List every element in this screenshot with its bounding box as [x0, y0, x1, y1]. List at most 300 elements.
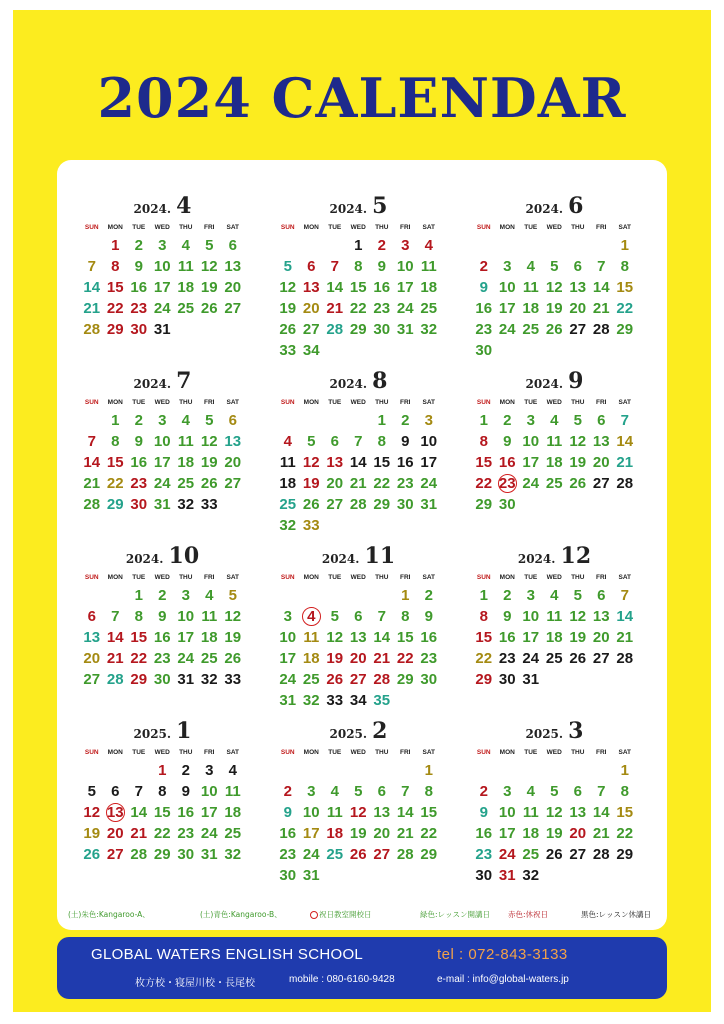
day-cell: 19	[83, 825, 101, 842]
empty-cell	[276, 235, 300, 256]
day-cell: 10	[279, 629, 297, 646]
day-cell: 32	[522, 867, 540, 884]
weekday-label: WED	[154, 224, 170, 231]
weekday-label: TUE	[132, 399, 146, 406]
month-title	[80, 193, 245, 221]
day-cell: 17	[498, 825, 516, 842]
day-cell: 13	[373, 804, 391, 821]
day-cell: 32	[302, 692, 320, 709]
weekday-label: TUE	[524, 749, 538, 756]
day-cell: 11	[546, 608, 563, 625]
day-cell: 12	[569, 608, 587, 625]
day-cell: 6	[87, 608, 96, 625]
day-grid	[80, 585, 245, 690]
weekday-header	[80, 224, 245, 231]
weekday-label: THU	[571, 224, 585, 231]
day-cell: 20	[302, 300, 320, 317]
day-cell: 23	[498, 650, 516, 667]
day-cell: 6	[111, 783, 120, 800]
day-cell: 17	[279, 650, 297, 667]
weekday-label: SAT	[422, 224, 436, 231]
empty-cell	[496, 235, 520, 256]
weekday-label: WED	[350, 749, 366, 756]
day-cell: 25	[326, 846, 344, 863]
day-cell: 21	[349, 475, 367, 492]
empty-cell	[323, 410, 347, 431]
day-cell: 15	[396, 629, 414, 646]
day-cell: 28	[106, 671, 124, 688]
day-cell: 16	[498, 629, 516, 646]
day-cell: 29	[349, 321, 367, 338]
day-cell: 7	[111, 608, 120, 625]
day-cell: 26	[83, 846, 101, 863]
day-cell: 1	[479, 587, 488, 604]
day-cell: 15	[153, 804, 171, 821]
weekday-label: MON	[303, 224, 319, 231]
legend-item-kangaroo-b: (土)青色:Kangaroo-B、	[200, 910, 282, 919]
day-cell: 30	[475, 342, 493, 359]
day-cell: 24	[522, 475, 540, 492]
day-cell: 12	[326, 629, 344, 646]
weekday-label: FRI	[204, 224, 215, 231]
empty-cell	[347, 410, 371, 431]
day-cell: 4	[526, 783, 535, 800]
month-year: 2025.	[525, 727, 564, 741]
weekday-label: SAT	[422, 749, 436, 756]
empty-cell	[300, 410, 324, 431]
day-cell: 14	[106, 629, 124, 646]
day-cell: 21	[396, 825, 414, 842]
weekday-header	[276, 224, 441, 231]
day-grid	[276, 410, 441, 536]
day-cell: 7	[401, 783, 410, 800]
day-cell: 2	[377, 237, 386, 254]
day-cell: 11	[177, 433, 194, 450]
day-cell: 13	[569, 804, 587, 821]
month-year: 2024.	[133, 202, 172, 216]
day-cell: 28	[373, 671, 391, 688]
day-cell: 11	[303, 629, 320, 646]
weekday-label: FRI	[596, 749, 607, 756]
day-cell: 12	[200, 433, 218, 450]
day-cell: 11	[201, 608, 218, 625]
weekday-label: MON	[499, 399, 515, 406]
day-cell: 22	[106, 300, 124, 317]
day-cell: 1	[479, 412, 488, 429]
weekday-label: SUN	[84, 224, 99, 231]
day-cell: 30	[498, 671, 516, 688]
day-cell: 4	[300, 606, 324, 627]
day-cell: 27	[592, 475, 610, 492]
day-cell: 8	[158, 783, 167, 800]
month-year: 2024.	[525, 377, 564, 391]
day-cell: 35	[373, 692, 391, 709]
empty-cell	[472, 235, 496, 256]
day-cell: 5	[205, 237, 214, 254]
weekday-label: WED	[546, 574, 562, 581]
weekday-label: SAT	[226, 749, 240, 756]
day-cell: 30	[153, 671, 171, 688]
day-cell: 20	[592, 629, 610, 646]
day-cell: 31	[420, 496, 438, 513]
day-cell: 11	[177, 258, 194, 275]
day-cell: 2	[158, 587, 167, 604]
day-cell: 21	[326, 300, 344, 317]
day-cell: 2	[401, 412, 410, 429]
day-cell: 30	[420, 671, 438, 688]
day-cell: 29	[420, 846, 438, 863]
day-cell: 10	[396, 258, 414, 275]
day-cell: 3	[307, 783, 316, 800]
day-cell: 19	[569, 454, 587, 471]
day-cell: 9	[134, 258, 143, 275]
weekday-header	[276, 574, 441, 581]
weekday-label: MON	[499, 574, 515, 581]
month-title	[80, 543, 245, 571]
weekday-label: WED	[350, 574, 366, 581]
day-cell: 11	[546, 433, 563, 450]
day-cell: 25	[545, 650, 563, 667]
weekday-label: MON	[107, 749, 123, 756]
month-title	[472, 368, 637, 396]
weekday-label: SUN	[476, 574, 491, 581]
day-grid	[472, 760, 637, 886]
day-cell: 6	[597, 412, 606, 429]
day-cell: 29	[396, 671, 414, 688]
weekday-label: MON	[303, 574, 319, 581]
day-cell: 29	[616, 321, 634, 338]
day-cell: 29	[373, 496, 391, 513]
day-cell: 20	[83, 650, 101, 667]
empty-cell	[543, 760, 567, 781]
weekday-label: TUE	[328, 399, 342, 406]
day-cell: 7	[87, 258, 96, 275]
weekday-label: THU	[375, 224, 389, 231]
weekday-label: WED	[154, 574, 170, 581]
weekday-header	[472, 574, 637, 581]
day-cell: 26	[545, 321, 563, 338]
day-cell: 28	[592, 846, 610, 863]
day-cell: 17	[522, 454, 540, 471]
day-cell: 8	[377, 433, 386, 450]
month-10	[80, 718, 245, 878]
day-cell: 31	[279, 692, 297, 709]
empty-cell	[566, 235, 590, 256]
month-6	[472, 368, 637, 528]
day-cell: 6	[597, 587, 606, 604]
legend-item-holiday: 赤色:休祝日	[508, 910, 549, 919]
day-cell: 27	[569, 321, 587, 338]
day-cell: 18	[200, 629, 218, 646]
day-cell: 29	[616, 846, 634, 863]
day-cell: 27	[83, 671, 101, 688]
day-cell: 22	[130, 650, 148, 667]
weekday-label: SUN	[280, 399, 295, 406]
empty-cell	[347, 585, 371, 606]
day-cell: 22	[616, 300, 634, 317]
mobile-number: mobile : 080-6160-9428	[289, 974, 395, 985]
weekday-label: WED	[546, 399, 562, 406]
day-cell: 14	[326, 279, 344, 296]
day-cell: 16	[130, 454, 148, 471]
day-cell: 2	[424, 587, 433, 604]
day-cell: 18	[522, 825, 540, 842]
weekday-label: TUE	[132, 224, 146, 231]
month-12	[472, 718, 637, 884]
month-title	[276, 543, 441, 571]
day-cell: 7	[87, 433, 96, 450]
day-cell: 19	[545, 825, 563, 842]
day-cell: 25	[522, 321, 540, 338]
empty-cell	[127, 760, 151, 781]
weekday-label: SUN	[280, 574, 295, 581]
day-grid	[80, 760, 245, 865]
weekday-label: SUN	[280, 224, 295, 231]
weekday-label: FRI	[204, 574, 215, 581]
day-grid	[276, 760, 441, 886]
empty-cell	[80, 235, 104, 256]
weekday-label: THU	[375, 749, 389, 756]
day-cell: 14	[83, 454, 101, 471]
day-cell: 12	[302, 454, 320, 471]
weekday-label: THU	[375, 399, 389, 406]
day-cell: 33	[326, 692, 344, 709]
day-cell: 30	[373, 321, 391, 338]
day-cell: 29	[475, 496, 493, 513]
month-year: 2024.	[525, 202, 564, 216]
weekday-label: SAT	[422, 399, 436, 406]
empty-cell	[519, 235, 543, 256]
school-footer	[57, 937, 667, 999]
day-cell: 8	[620, 783, 629, 800]
day-cell: 10	[302, 804, 320, 821]
day-cell: 18	[420, 279, 438, 296]
day-cell: 19	[545, 300, 563, 317]
weekday-label: TUE	[328, 574, 342, 581]
day-cell: 26	[349, 846, 367, 863]
day-cell: 1	[424, 762, 433, 779]
day-cell: 30	[130, 496, 148, 513]
day-cell: 25	[177, 300, 195, 317]
day-cell: 2	[479, 258, 488, 275]
weekday-label: TUE	[132, 574, 146, 581]
day-cell: 21	[106, 650, 124, 667]
weekday-label: FRI	[204, 399, 215, 406]
weekday-label: THU	[571, 749, 585, 756]
day-cell: 20	[106, 825, 124, 842]
weekday-label: THU	[179, 749, 193, 756]
day-cell: 11	[522, 279, 539, 296]
weekday-header	[472, 224, 637, 231]
day-cell: 19	[349, 825, 367, 842]
month-11	[276, 718, 441, 884]
month-title	[276, 193, 441, 221]
day-cell: 12	[224, 608, 242, 625]
day-cell: 6	[573, 783, 582, 800]
day-cell: 24	[498, 846, 516, 863]
day-cell: 12	[83, 804, 101, 821]
day-cell: 17	[522, 629, 540, 646]
day-cell: 16	[420, 629, 438, 646]
day-cell: 12	[545, 804, 563, 821]
day-cell: 22	[475, 650, 493, 667]
day-cell: 10	[177, 608, 195, 625]
day-cell: 27	[569, 846, 587, 863]
day-cell: 8	[134, 608, 143, 625]
day-cell: 28	[349, 496, 367, 513]
weekday-label: SUN	[476, 224, 491, 231]
weekday-label: SAT	[226, 399, 240, 406]
day-cell: 30	[396, 496, 414, 513]
day-cell: 20	[349, 650, 367, 667]
day-cell: 5	[283, 258, 292, 275]
weekday-label: MON	[107, 224, 123, 231]
day-cell: 9	[479, 804, 488, 821]
weekday-label: SUN	[84, 749, 99, 756]
day-cell: 25	[545, 475, 563, 492]
day-cell: 16	[396, 454, 414, 471]
weekday-label: WED	[546, 224, 562, 231]
day-cell: 10	[522, 608, 540, 625]
month-7	[80, 543, 245, 703]
day-cell: 10	[522, 433, 540, 450]
month-4	[80, 368, 245, 528]
day-cell: 28	[616, 650, 634, 667]
day-cell: 6	[377, 783, 386, 800]
day-cell: 18	[522, 300, 540, 317]
day-cell: 12	[349, 804, 367, 821]
day-cell: 17	[498, 300, 516, 317]
day-cell: 1	[111, 237, 120, 254]
day-cell: 22	[349, 300, 367, 317]
day-cell: 3	[526, 412, 535, 429]
empty-cell	[543, 235, 567, 256]
day-cell: 4	[330, 783, 339, 800]
weekday-label: SUN	[280, 749, 295, 756]
day-cell: 19	[279, 300, 297, 317]
day-cell: 30	[498, 496, 516, 513]
weekday-label: THU	[179, 399, 193, 406]
day-cell: 25	[279, 496, 297, 513]
day-cell: 21	[592, 825, 610, 842]
day-cell: 23	[130, 300, 148, 317]
empty-cell	[590, 235, 614, 256]
day-cell: 9	[134, 433, 143, 450]
weekday-label: FRI	[400, 574, 411, 581]
day-cell: 22	[616, 825, 634, 842]
month-year: 2024.	[329, 202, 368, 216]
day-cell: 19	[569, 629, 587, 646]
day-cell: 5	[354, 783, 363, 800]
day-cell: 6	[573, 258, 582, 275]
day-cell: 16	[130, 279, 148, 296]
empty-cell	[80, 410, 104, 431]
day-cell: 13	[104, 802, 128, 823]
day-cell: 24	[177, 650, 195, 667]
weekday-label: WED	[350, 224, 366, 231]
day-cell: 15	[475, 454, 493, 471]
day-cell: 24	[396, 300, 414, 317]
day-cell: 8	[424, 783, 433, 800]
day-cell: 2	[181, 762, 190, 779]
day-cell: 33	[279, 342, 297, 359]
day-cell: 21	[373, 650, 391, 667]
day-cell: 23	[279, 846, 297, 863]
day-cell: 34	[302, 342, 320, 359]
day-cell: 5	[573, 412, 582, 429]
weekday-label: SAT	[226, 574, 240, 581]
weekday-label: MON	[303, 399, 319, 406]
weekday-label: WED	[546, 749, 562, 756]
weekday-label: SUN	[84, 399, 99, 406]
day-cell: 1	[401, 587, 410, 604]
day-cell: 24	[522, 650, 540, 667]
day-cell: 29	[130, 671, 148, 688]
day-cell: 4	[424, 237, 433, 254]
day-cell: 10	[498, 279, 516, 296]
day-cell: 32	[420, 321, 438, 338]
month-3	[472, 193, 637, 359]
day-cell: 5	[573, 587, 582, 604]
day-cell: 26	[569, 475, 587, 492]
weekday-label: TUE	[328, 224, 342, 231]
month-year: 2024.	[133, 377, 172, 391]
day-cell: 2	[134, 412, 143, 429]
day-cell: 23	[396, 475, 414, 492]
day-cell: 25	[224, 825, 242, 842]
day-cell: 30	[130, 321, 148, 338]
month-title	[80, 368, 245, 396]
weekday-label: SAT	[618, 574, 632, 581]
day-cell: 33	[200, 496, 218, 513]
day-cell: 23	[475, 321, 493, 338]
weekday-label: TUE	[524, 224, 538, 231]
empty-cell	[323, 760, 347, 781]
day-cell: 9	[479, 279, 488, 296]
day-cell: 5	[87, 783, 96, 800]
day-cell: 16	[475, 825, 493, 842]
weekday-label: FRI	[400, 224, 411, 231]
empty-cell	[590, 760, 614, 781]
day-cell: 31	[498, 867, 516, 884]
day-cell: 14	[616, 608, 634, 625]
day-cell: 20	[326, 475, 344, 492]
day-cell: 28	[130, 846, 148, 863]
day-cell: 10	[153, 433, 171, 450]
day-cell: 7	[330, 258, 339, 275]
day-cell: 8	[111, 258, 120, 275]
month-number: 10	[168, 543, 200, 569]
month-title	[472, 543, 637, 571]
weekday-label: SAT	[618, 749, 632, 756]
day-cell: 15	[420, 804, 438, 821]
day-cell: 20	[224, 454, 242, 471]
day-cell: 29	[106, 496, 124, 513]
day-cell: 1	[134, 587, 143, 604]
weekday-label: SAT	[422, 574, 436, 581]
day-cell: 26	[200, 300, 218, 317]
weekday-label: FRI	[400, 399, 411, 406]
month-5	[276, 368, 441, 534]
day-cell: 27	[349, 671, 367, 688]
month-number: 9	[568, 368, 584, 394]
day-cell: 7	[620, 587, 629, 604]
day-cell: 28	[83, 321, 101, 338]
day-cell: 19	[200, 454, 218, 471]
day-cell: 32	[200, 671, 218, 688]
day-cell: 13	[349, 629, 367, 646]
empty-cell	[323, 235, 347, 256]
